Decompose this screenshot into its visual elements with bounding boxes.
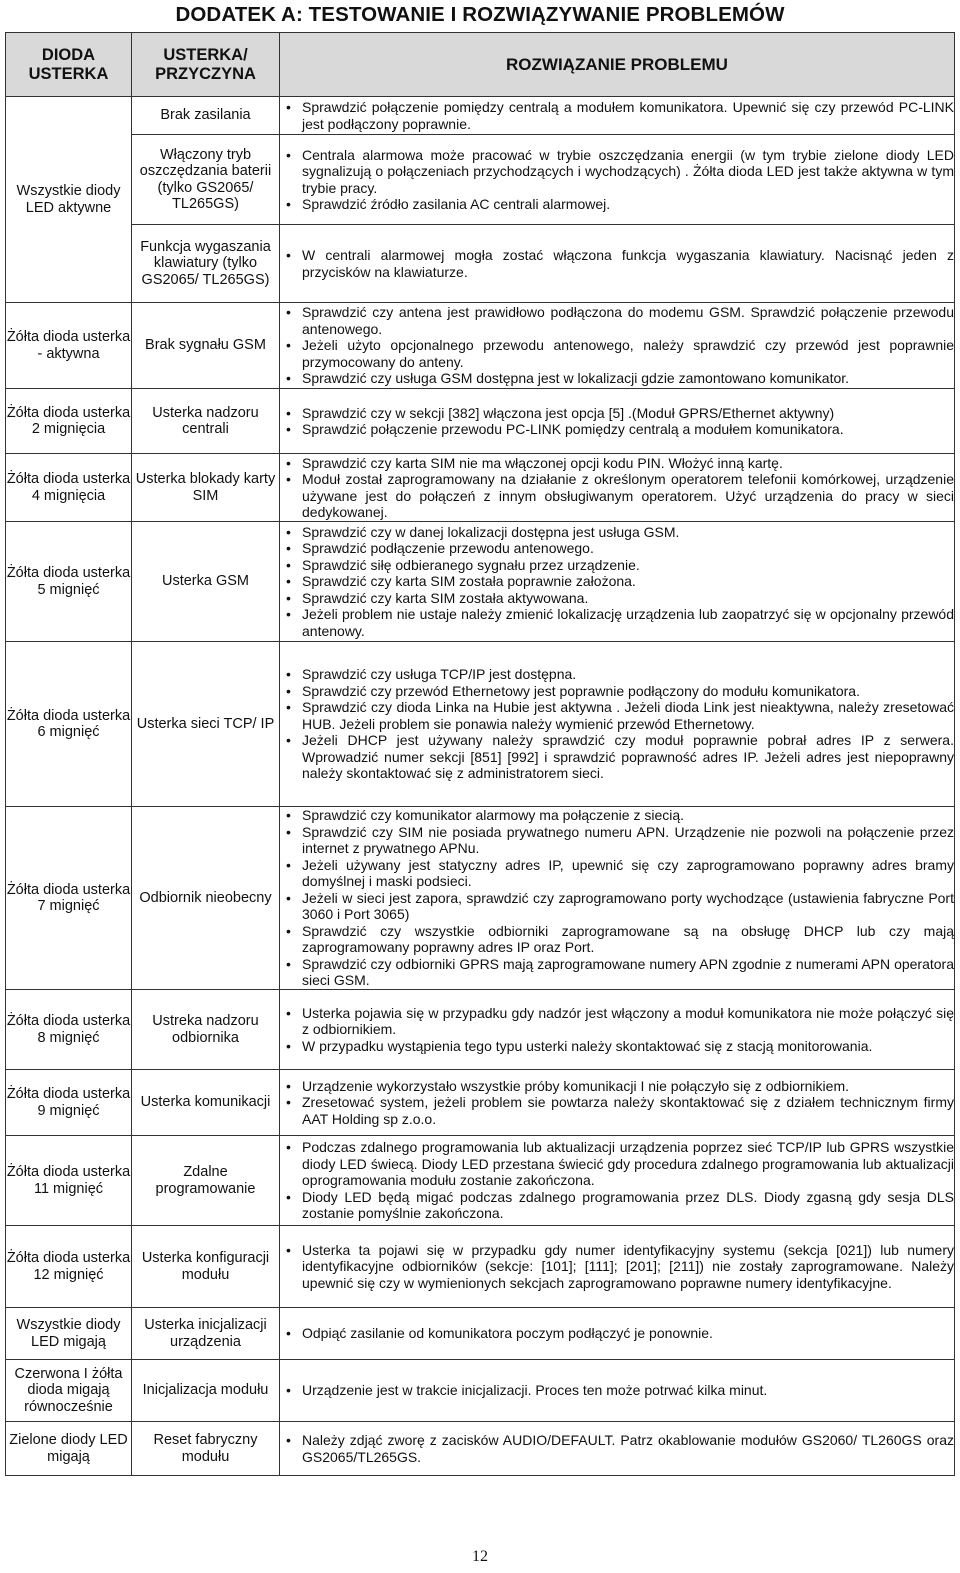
solution-item: • W centrali alarmowej mogła zostać włączona funkcja wygaszania klawiatury. Nacisnąć jeden z przycisków na klawiaturze. xyxy=(280,247,954,280)
led-status-cell: Czerwona I żółta dioda migają równocześnie xyxy=(6,1360,132,1422)
solution-item: • Jeżeli używany jest statyczny adres IP, upewnić się czy zaprogramowano poprawny adres bramy domyślnej i maski podsieci. xyxy=(280,857,954,890)
fault-cause-cell: Odbiornik nieobecny xyxy=(132,807,280,990)
solution-list xyxy=(280,1005,954,1055)
led-status-cell: Żółta dioda usterka 8 mignięć xyxy=(6,990,132,1070)
solution-item: • Centrala alarmowa może pracować w trybie oszczędzania energii (w tym trybie zielone diody LED sygnalizują o połączeniach przychodzących i wychodzących) . Żółta dioda LED jest także aktywna w tym trybie pracy. xyxy=(280,147,954,197)
led-status-cell: Żółta dioda usterka 12 mignięć xyxy=(6,1226,132,1308)
solution-cell xyxy=(280,454,955,522)
led-status-cell: Żółta dioda usterka 6 mignięć xyxy=(6,642,132,807)
table-row xyxy=(6,522,955,642)
solution-cell xyxy=(280,990,955,1070)
fault-cause-cell: Usterka GSM xyxy=(132,522,280,642)
fault-cause-cell: Brak zasilania xyxy=(132,97,280,135)
led-status-cell: Wszystkie diody LED migają xyxy=(6,1308,132,1360)
solution-item: • Sprawdzić czy SIM nie posiada prywatnego numeru APN. Urządzenie nie pozwoli na połączenie przez internet z prywatnego APNu. xyxy=(280,824,954,857)
solution-cell xyxy=(280,135,955,225)
table-row xyxy=(6,1136,955,1226)
table-header-row xyxy=(6,33,955,97)
solution-list xyxy=(280,304,954,387)
header-solution: ROZWIĄZANIE PROBLEMU xyxy=(280,33,955,97)
led-status-cell: Żółta dioda usterka 7 mignięć xyxy=(6,807,132,990)
solution-item: • Sprawdzić połączenie przewodu PC-LINK pomiędzy centralą a modułem komunikatora. xyxy=(280,421,954,438)
table-row xyxy=(6,1070,955,1136)
fault-cause-cell: Zdalne programowanie xyxy=(132,1136,280,1226)
table-row xyxy=(6,642,955,807)
solution-cell xyxy=(280,522,955,642)
led-status-cell: Wszystkie diody LED aktywne xyxy=(6,97,132,303)
fault-cause-cell: Usterka inicjalizacji urządzenia xyxy=(132,1308,280,1360)
solution-item: • Usterka pojawia się w przypadku gdy nadzór jest włączony a moduł komunikatora nie może połączyć się z odbiornikiem. xyxy=(280,1005,954,1038)
led-status-cell: Żółta dioda usterka 9 mignięć xyxy=(6,1070,132,1136)
solution-cell xyxy=(280,97,955,135)
solution-list xyxy=(280,1325,954,1342)
table-row xyxy=(6,1422,955,1476)
solution-item: • Urządzenie jest w trakcie inicjalizacji. Proces ten może potrwać kilka minut. xyxy=(280,1382,954,1399)
solution-item: • Odpiąć zasilanie od komunikatora poczym podłączyć je ponownie. xyxy=(280,1325,954,1342)
solution-item: • Sprawdzić czy usługa TCP/IP jest dostępna. xyxy=(280,666,954,683)
solution-list xyxy=(280,1078,954,1128)
led-status-cell: Żółta dioda usterka 4 mignięcia xyxy=(6,454,132,522)
solution-item: • Podczas zdalnego programowania lub aktualizacji urządzenia poprzez sieć TCP/IP lub GPRS wszystkie diody LED świecą. Diody LED przestana świecić gdy procedura zdalnego programowania lub aktualizacji oprogramowania modułu zostanie zakończona. xyxy=(280,1139,954,1189)
header-led: DIODA USTERKA xyxy=(6,33,132,97)
page-number: 12 xyxy=(472,1548,488,1565)
solution-item: • Jeżeli w sieci jest zapora, sprawdzić czy zaprogramowano porty wychodzące (ustawienia fabryczne Port 3060 i Port 3065) xyxy=(280,890,954,923)
solution-list xyxy=(280,1382,954,1399)
table-row xyxy=(6,389,955,454)
solution-cell xyxy=(280,389,955,454)
led-status-cell: Żółta dioda usterka - aktywna xyxy=(6,303,132,389)
solution-item: • Diody LED będą migać podczas zdalnego programowania przez DLS. Diody zgasną gdy sesja DLS zostanie pomyślnie zakończona. xyxy=(280,1189,954,1222)
solution-cell xyxy=(280,1308,955,1360)
solution-item: • Sprawdzić czy karta SIM nie ma włączonej opcji kodu PIN. Włożyć inną kartę. xyxy=(280,455,954,472)
fault-cause-cell: Funkcja wygaszania klawiatury (tylko GS2065/ TL265GS) xyxy=(132,225,280,303)
solution-list xyxy=(280,1432,954,1465)
solution-cell xyxy=(280,1136,955,1226)
fault-cause-cell: Usterka komunikacji xyxy=(132,1070,280,1136)
solution-item: • Sprawdzić źródło zasilania AC centrali alarmowej. xyxy=(280,196,954,213)
solution-cell xyxy=(280,1070,955,1136)
solution-item: • Urządzenie wykorzystało wszystkie próby komunikacji I nie połączyło się z odbiornikiem. xyxy=(280,1078,954,1095)
solution-item: • Należy zdjąć zworę z zacisków AUDIO/DEFAULT. Patrz okablowanie modułów GS2060/ TL260GS oraz GS2065/TL265GS. xyxy=(280,1432,954,1465)
solution-item: • Sprawdzić czy odbiorniki GPRS mają zaprogramowane numery APN zgodnie z numerami APN operatora sieci GSM. xyxy=(280,956,954,989)
fault-cause-cell: Inicjalizacja modułu xyxy=(132,1360,280,1422)
solution-list xyxy=(280,1139,954,1222)
header-cause: USTERKA/ PRZYCZYNA xyxy=(132,33,280,97)
solution-list xyxy=(280,1242,954,1292)
table-row xyxy=(6,97,955,135)
led-status-cell: Żółta dioda usterka 5 mignięć xyxy=(6,522,132,642)
solution-item: • W przypadku wystąpienia tego typu usterki należy skontaktować się z stacją monitorowania. xyxy=(280,1038,954,1055)
solution-list xyxy=(280,405,954,438)
fault-cause-cell: Usterka konfiguracji modułu xyxy=(132,1226,280,1308)
troubleshooting-table xyxy=(5,32,955,1476)
table-row xyxy=(6,1308,955,1360)
solution-cell xyxy=(280,303,955,389)
solution-list xyxy=(280,524,954,640)
solution-item: • Sprawdzić czy dioda Linka na Hubie jest aktywna . Jeżeli dioda Link jest nieaktywna, należy zresetować HUB. Jeżeli problem sie ponawia należy wymienić przewód Ethernetowy. xyxy=(280,699,954,732)
solution-item: • Sprawdzić czy komunikator alarmowy ma połączenie z siecią. xyxy=(280,807,954,824)
solution-list xyxy=(280,99,954,132)
fault-cause-cell: Brak sygnału GSM xyxy=(132,303,280,389)
solution-item: • Sprawdzić czy przewód Ethernetowy jest poprawnie podłączony do modułu komunikatora. xyxy=(280,683,954,700)
table-row xyxy=(6,135,955,225)
solution-item: • Moduł został zaprogramowany na działanie z określonym operatorem telefonii komórkowej, urządzenie używane jest do połączeń z innym obsługiwanym operatorem. Użyć urządzenia do pracy w sieci dedykowanej. xyxy=(280,471,954,521)
solution-item: • Sprawdzić czy w sekcji [382] włączona jest opcja [5] .(Moduł GPRS/Ethernet aktywny) xyxy=(280,405,954,422)
solution-item: • Usterka ta pojawi się w przypadku gdy numer identyfikacyjny systemu (sekcja [021]) lub numery identyfikacyjne odbiorników (sekcje: [101]; [111]; [201]; [211]) nie zostały zaprogramowane. Należy upewnić się czy w wymienionych sekcjach zaprogramowano poprawne numery identyfikacyjne. xyxy=(280,1242,954,1292)
solution-list xyxy=(280,247,954,280)
page-title: DODATEK A: TESTOWANIE I ROZWIĄZYWANIE PROBLEMÓW xyxy=(175,3,785,26)
fault-cause-cell: Reset fabryczny modułu xyxy=(132,1422,280,1476)
led-status-cell: Żółta dioda usterka 11 mignięć xyxy=(6,1136,132,1226)
fault-cause-cell: Włączony tryb oszczędzania baterii (tylko GS2065/ TL265GS) xyxy=(132,135,280,225)
solution-cell xyxy=(280,1422,955,1476)
solution-item: • Jeżeli problem nie ustaje należy zmienić lokalizację urządzenia lub zaopatrzyć się w opcjonalny przewód antenowy. xyxy=(280,606,954,639)
solution-list xyxy=(280,455,954,521)
table-row xyxy=(6,225,955,303)
solution-item: • Sprawdzić czy karta SIM została aktywowana. xyxy=(280,590,954,607)
solution-list xyxy=(280,666,954,782)
solution-item: • Sprawdzić podłączenie przewodu antenowego. xyxy=(280,540,954,557)
table-row xyxy=(6,990,955,1070)
solution-cell xyxy=(280,807,955,990)
solution-item: • Sprawdzić połączenie pomiędzy centralą a modułem komunikatora. Upewnić się czy przewód PC-LINK jest podłączony poprawnie. xyxy=(280,99,954,132)
table-row xyxy=(6,1226,955,1308)
solution-item: • Sprawdzić czy wszystkie odbiorniki zaprogramowane są na obsługę DHCP lub czy mają zaprogramowany poprawny adres IP oraz Port. xyxy=(280,923,954,956)
solution-cell xyxy=(280,1226,955,1308)
solution-item: • Zresetować system, jeżeli problem sie powtarza należy skontaktować się z działem technicznym firmy AAT Holding sp z.o.o. xyxy=(280,1094,954,1127)
solution-item: • Sprawdzić czy karta SIM została poprawnie założona. xyxy=(280,573,954,590)
fault-cause-cell: Ustreka nadzoru odbiornika xyxy=(132,990,280,1070)
solution-item: • Jeżeli DHCP jest używany należy sprawdzić czy moduł poprawnie pobrał adres IP z serwera. Wprowadzić numer sekcji [851] [992] i sprawdzić poprawność adres IP. Jeżeli adres jest niepoprawny należy skontaktować się z administratorem sieci. xyxy=(280,732,954,782)
solution-item: • Sprawdzić czy antena jest prawidłowo podłączona do modemu GSM. Sprawdzić połączenie przewodu antenowego. xyxy=(280,304,954,337)
led-status-cell: Żółta dioda usterka 2 mignięcia xyxy=(6,389,132,454)
solution-cell xyxy=(280,225,955,303)
table-row xyxy=(6,1360,955,1422)
solution-item: • Sprawdzić czy usługa GSM dostępna jest w lokalizacji gdzie zamontowano komunikator. xyxy=(280,370,954,387)
solution-cell xyxy=(280,642,955,807)
fault-cause-cell: Usterka sieci TCP/ IP xyxy=(132,642,280,807)
fault-cause-cell: Usterka blokady karty SIM xyxy=(132,454,280,522)
solution-item: • Sprawdzić czy w danej lokalizacji dostępna jest usługa GSM. xyxy=(280,524,954,541)
solution-cell xyxy=(280,1360,955,1422)
led-status-cell: Zielone diody LED migają xyxy=(6,1422,132,1476)
solution-item: • Sprawdzić siłę odbieranego sygnału przez urządzenie. xyxy=(280,557,954,574)
table-row xyxy=(6,807,955,990)
solution-item: • Jeżeli użyto opcjonalnego przewodu antenowego, należy sprawdzić czy przewód jest poprawnie przymocowany do anteny. xyxy=(280,337,954,370)
table-row xyxy=(6,454,955,522)
fault-cause-cell: Usterka nadzoru centrali xyxy=(132,389,280,454)
solution-list xyxy=(280,147,954,213)
solution-list xyxy=(280,807,954,989)
table-row xyxy=(6,303,955,389)
